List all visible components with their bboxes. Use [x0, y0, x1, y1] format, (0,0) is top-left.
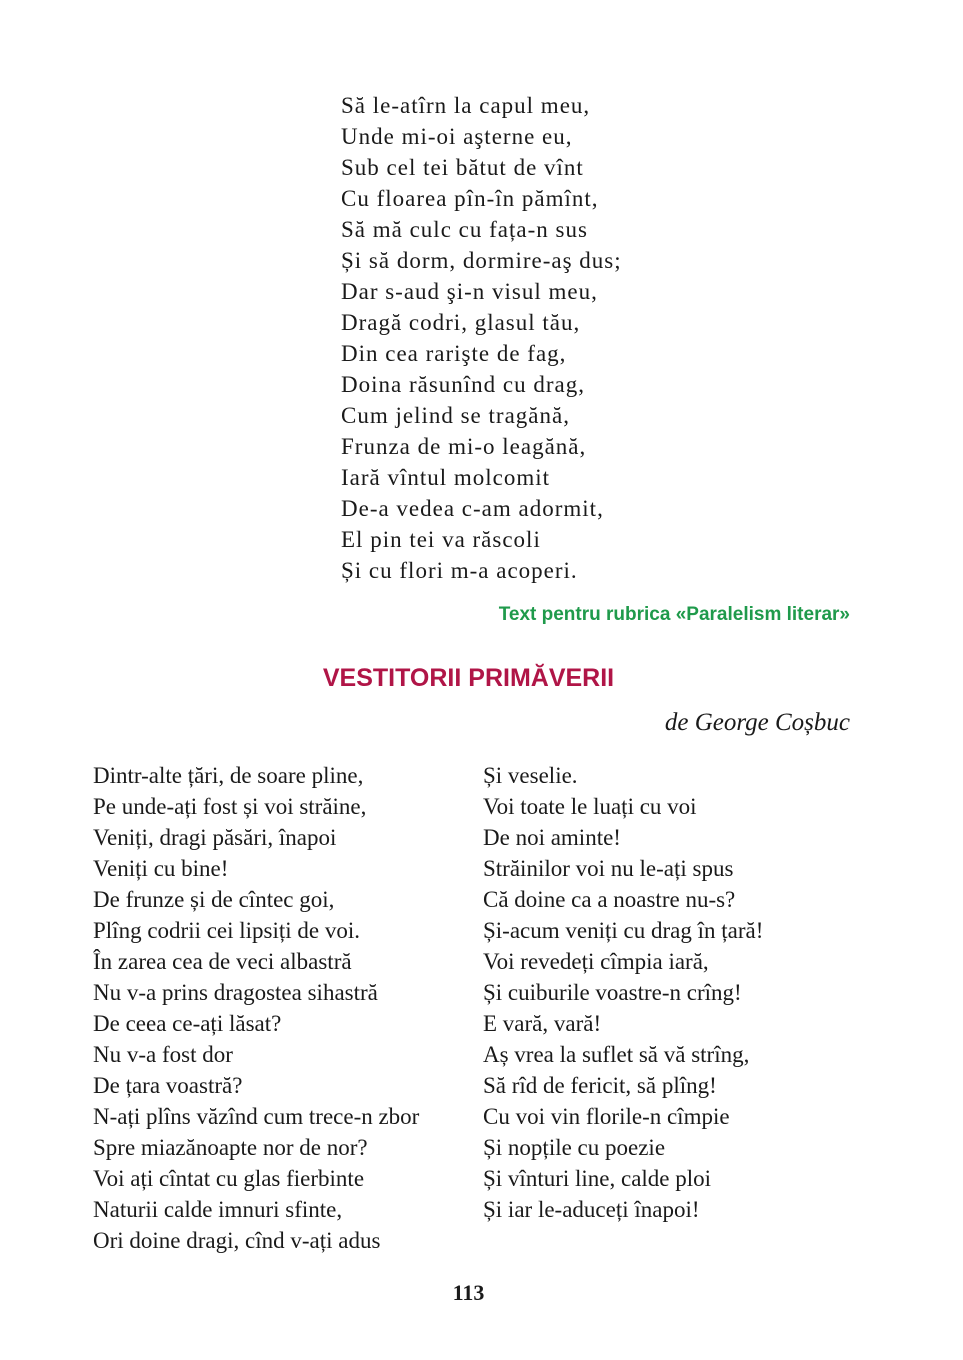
rubric-note: Text pentru rubrica «Paralelism literar»: [498, 604, 850, 625]
poem-line: Sub cel tei bătut de vînt: [341, 155, 584, 180]
poem-line: Plîng codrii cei lipsiți de voi.: [93, 918, 361, 943]
poem-line: Voi toate le luați cu voi: [483, 794, 697, 819]
poem-line: Și cuiburile voastre-n crîng!: [483, 980, 742, 1005]
poem-line: Unde mi-oi aşterne eu,: [341, 124, 573, 149]
poem-left-column: [93, 760, 419, 1256]
poem-line: Și-acum veniți cu drag în țară!: [483, 918, 764, 943]
poem-line: Naturii calde imnuri sfinte,: [93, 1197, 343, 1222]
poem-line: Pe unde-ați fost și voi străine,: [93, 794, 367, 819]
poem-line: Din cea rarişte de fag,: [341, 341, 567, 366]
poem-line: Spre miazănoapte nor de nor?: [93, 1135, 368, 1160]
poem-line: Doina răsunînd cu drag,: [341, 372, 585, 397]
poem-line: Voi ați cîntat cu glas fierbinte: [93, 1166, 365, 1191]
poem-line: Și vînturi line, calde ploi: [483, 1166, 712, 1191]
poem-line: De-a vedea c-am adormit,: [341, 496, 604, 521]
poem-line: Dragă codri, glasul tău,: [341, 310, 581, 335]
poem-line: Aș vrea la suflet să vă strîng,: [483, 1042, 750, 1067]
poem-line: E vară, vară!: [483, 1011, 602, 1036]
poem-line: Și să dorm, dormire-aş dus;: [341, 248, 622, 273]
poem-line: De țara voastră?: [93, 1073, 243, 1098]
poem-line: Cu voi vin florile-n cîmpie: [483, 1104, 730, 1129]
poem-line: Și veselie.: [483, 763, 578, 788]
poem-title: VESTITORII PRIMĂVERII: [322, 664, 615, 692]
top-poem-excerpt: [341, 90, 622, 586]
poem-line: Cu floarea pîn-în pămînt,: [341, 186, 599, 211]
poem-author: de George Coșbuc: [664, 709, 850, 736]
poem-line: În zarea cea de veci albastră: [93, 949, 352, 974]
poem-line: Și iar le-aduceți înapoi!: [483, 1197, 700, 1222]
poem-line: El pin tei va răscoli: [341, 527, 541, 552]
poem-line: Iară vîntul molcomit: [341, 465, 551, 490]
poem-line: N-ați plîns văzînd cum trece-n zbor: [93, 1104, 420, 1129]
poem-line: De noi aminte!: [483, 825, 621, 850]
poem-line: Nu v-a fost dor: [93, 1042, 233, 1067]
poem-line: Și nopțile cu poezie: [483, 1135, 666, 1160]
poem-line: De ceea ce-ați lăsat?: [93, 1011, 282, 1036]
poem-line: Că doine ca a noastre nu-s?: [483, 887, 736, 912]
poem-line: Ori doine dragi, cînd v-ați adus: [93, 1228, 381, 1253]
poem-line: Să rîd de fericit, să plîng!: [483, 1073, 717, 1098]
poem-line: Veniți, dragi păsări, înapoi: [93, 825, 337, 850]
poem-line: Să mă culc cu fața-n sus: [341, 217, 588, 242]
page-number: 113: [452, 1280, 485, 1305]
poem-line: Voi revedeți cîmpia iară,: [483, 949, 709, 974]
poem-line: De frunze și de cîntec goi,: [93, 887, 335, 912]
poem-line: Frunza de mi-o leagănă,: [341, 434, 587, 459]
poem-line: Veniți cu bine!: [93, 856, 229, 881]
poem-line: Dar s-aud şi-n visul meu,: [341, 279, 598, 304]
poem-right-column: [483, 760, 763, 1225]
poem-line: Să le-atîrn la capul meu,: [341, 93, 591, 118]
poem-line: Cum jelind se tragănă,: [341, 403, 570, 428]
poem-line: Și cu flori m-a acoperi.: [341, 558, 578, 583]
poem-line: Străinilor voi nu le-ați spus: [483, 856, 734, 881]
poem-line: Dintr-alte țări, de soare pline,: [93, 763, 364, 788]
poem-line: Nu v-a prins dragostea sihastră: [93, 980, 378, 1005]
